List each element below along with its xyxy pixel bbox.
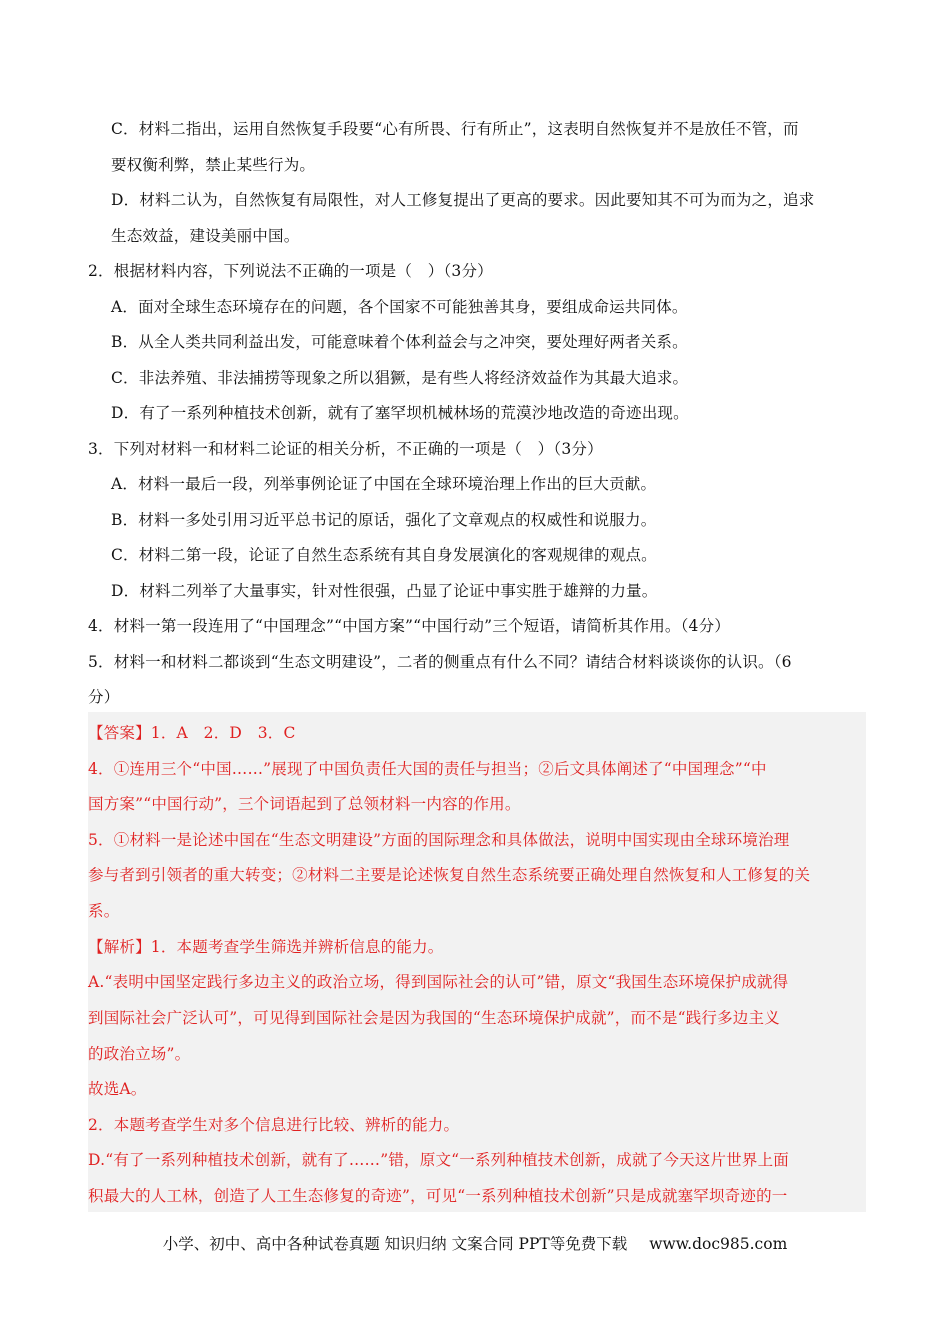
- analysis-1-heading: 【解析】1．本题考查学生筛选并辨析信息的能力。: [88, 938, 444, 956]
- answer-section: [88, 712, 866, 1212]
- question-5-stem-line-1: 5．材料一和材料二都谈到“生态文明建设”，二者的侧重点有什么不同？请结合材料谈谈你的认识。（6: [88, 653, 792, 671]
- answer-key: 【答案】1．A 2．D 3．C: [88, 724, 296, 742]
- analysis-2-heading: 2．本题考查学生对多个信息进行比较、辨析的能力。: [88, 1116, 460, 1134]
- question-4-stem: 4．材料一第一段连用了“中国理念”“中国方案”“中国行动”三个短语，请简析其作用。（4分）: [88, 617, 731, 635]
- analysis-1-line-2: 到国际社会广泛认可”，可见得到国际社会是因为我国的“生态环境保护成就”，而不是“践行多边主义: [88, 1009, 780, 1027]
- answer-5-line-3: 系。: [88, 902, 120, 920]
- option-c-line-2: 要权衡利弊，禁止某些行为。: [111, 156, 316, 174]
- q3-option-b: B．材料一多处引用习近平总书记的原话，强化了文章观点的权威性和说服力。: [111, 511, 657, 529]
- answer-5-line-1: 5．①材料一是论述中国在“生态文明建设”方面的国际理念和具体做法，说明中国实现由全球环境治理: [88, 831, 790, 849]
- analysis-1-conclusion: 故选A。: [88, 1080, 147, 1098]
- question-3-stem: 3．下列对材料一和材料二论证的相关分析，不正确的一项是（ ）（3分）: [88, 440, 603, 458]
- question-2-stem: 2．根据材料内容，下列说法不正确的一项是（ ）（3分）: [88, 262, 493, 280]
- footer-site-link[interactable]: www.doc985.com: [649, 1235, 788, 1253]
- footer-text: 小学、初中、高中各种试卷真题 知识归纳 文案合同 PPT等免费下载: [162, 1235, 628, 1253]
- page-footer: [0, 1232, 950, 1254]
- option-c-line-1: C．材料二指出，运用自然恢复手段要“心有所畏、行有所止”，这表明自然恢复并不是放任不管，而: [111, 120, 799, 138]
- analysis-2-line-2: 积最大的人工林，创造了人工生态修复的奇迹”，可见“一系列种植技术创新”只是成就塞罕坝奇迹的一: [88, 1187, 788, 1205]
- answer-5-line-2: 参与者到引领者的重大转变；②材料二主要是论述恢复自然生态系统要正确处理自然恢复和人工修复的关: [88, 866, 811, 884]
- answer-4-line-2: 国方案”“中国行动”，三个词语起到了总领材料一内容的作用。: [88, 795, 521, 813]
- q2-option-b: B．从全人类共同利益出发，可能意味着个体利益会与之冲突，要处理好两者关系。: [111, 333, 688, 351]
- q3-option-d: D．材料二列举了大量事实，针对性很强，凸显了论证中事实胜于雄辩的力量。: [111, 582, 658, 600]
- analysis-1-line-3: 的政治立场”。: [88, 1045, 191, 1063]
- q2-option-a: A．面对全球生态环境存在的问题，各个国家不可能独善其身，要组成命运共同体。: [111, 298, 688, 316]
- q2-option-d: D．有了一系列种植技术创新，就有了塞罕坝机械林场的荒漠沙地改造的奇迹出现。: [111, 404, 689, 422]
- q3-option-a: A．材料一最后一段，列举事例论证了中国在全球环境治理上作出的巨大贡献。: [111, 475, 657, 493]
- q2-option-c: C．非法养殖、非法捕捞等现象之所以猖獗，是有些人将经济效益作为其最大追求。: [111, 369, 689, 387]
- option-d-line-1: D．材料二认为，自然恢复有局限性，对人工修复提出了更高的要求。因此要知其不可为而为之，追求: [111, 191, 815, 209]
- option-d-line-2: 生态效益，建设美丽中国。: [111, 227, 300, 245]
- answer-4-line-1: 4．①连用三个“中国……”展现了中国负责任大国的责任与担当；②后文具体阐述了“中国理念”“中: [88, 760, 767, 778]
- q3-option-c: C．材料二第一段，论证了自然生态系统有其自身发展演化的客观规律的观点。: [111, 546, 657, 564]
- analysis-2-line-1: D.“有了一系列种植技术创新，就有了……”错，原文“一系列种植技术创新，成就了今天这片世界上面: [88, 1151, 789, 1169]
- analysis-1-line-1: A.“表明中国坚定践行多边主义的政治立场，得到国际社会的认可”错，原文“我国生态环境保护成就得: [88, 973, 789, 991]
- question-5-stem-line-2: 分）: [88, 688, 120, 706]
